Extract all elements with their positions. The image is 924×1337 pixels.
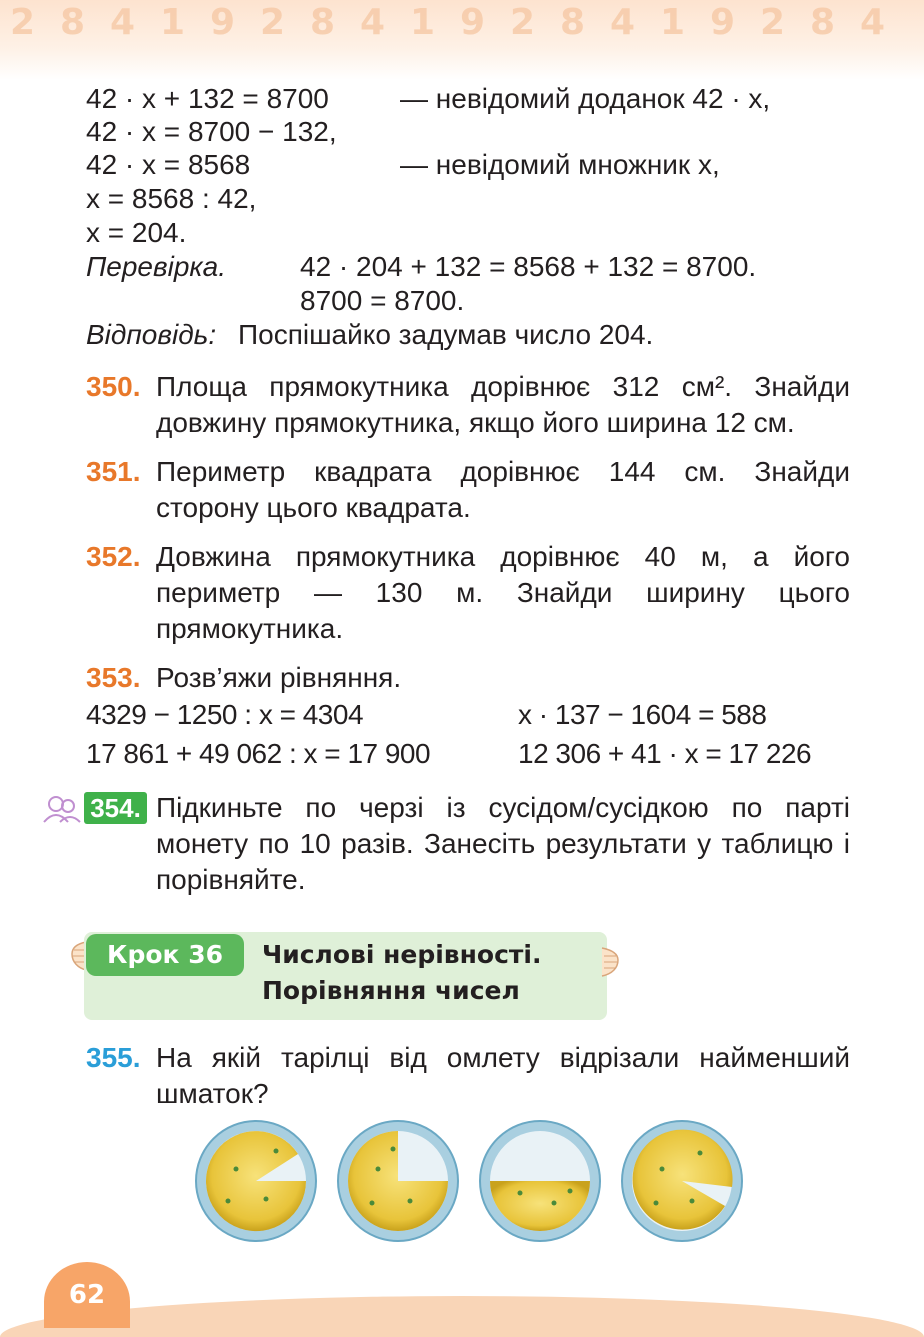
equation-1: 4329 − 1250 : x = 4304 <box>86 699 364 730</box>
solution-line-3: 42 · x = 8568 <box>86 149 251 180</box>
solution-line-4: x = 8568 : 42, <box>86 183 257 214</box>
equation-4: 12 306 + 41 · x = 17 226 <box>518 738 812 769</box>
solution-line-1: 42 · x + 132 = 8700 <box>86 83 329 114</box>
task-353-text: Розв’яжи рівняння. <box>156 662 402 693</box>
footer-decoration <box>0 1296 924 1337</box>
task-352-number: 352. <box>86 541 141 572</box>
solution-line-2: 42 · x = 8700 − 132, <box>86 116 337 147</box>
task-355-number: 355. <box>86 1042 141 1073</box>
task-350-text: Площа прямокутника дорівнює 312 см². Знайди довжину прямокутника, якщо його ширина 12 см. <box>156 371 850 438</box>
task-354-text: Підкиньте по черзі із сусідом/сусідкою по парті монету по 10 разів. Занесіть результати у таблицю і порівняйте. <box>156 792 850 895</box>
right-hand-icon <box>598 944 624 978</box>
plate-2 <box>338 1121 458 1241</box>
task-351-text: Периметр квадрата дорівнює 144 см. Знайди сторону цього квадрата. <box>156 456 850 523</box>
task-350-number: 350. <box>86 371 141 402</box>
pair-work-icon <box>40 794 84 824</box>
plate-1 <box>196 1121 316 1241</box>
step-title-line-1: Числові нерівності. <box>262 940 542 969</box>
header-decoration: 2 8 4 1 9 2 8 4 1 9 2 8 4 1 9 2 8 4 <box>0 0 924 80</box>
solution-note-1: — невідомий доданок 42 · x, <box>400 83 771 114</box>
task-354-number: 354. <box>84 792 147 824</box>
task-355-text: На якій тарілці від омлету відрізали найменший шматок? <box>156 1042 850 1109</box>
solution-line-5: x = 204. <box>86 217 187 248</box>
solution-note-3: — невідомий множник x, <box>400 149 720 180</box>
answer-text: Поспішайко задумав число 204. <box>238 319 654 350</box>
omelette-plates-illustration <box>186 1120 756 1242</box>
task-352-text: Довжина прямокутника дорівнює 40 м, а його периметр — 130 м. Знайди ширину цього прямокутника. <box>156 541 850 644</box>
plate-4 <box>622 1121 742 1241</box>
check-label: Перевірка. <box>86 251 226 282</box>
step-title-line-2: Порівняння чисел <box>262 976 520 1005</box>
plate-3 <box>480 1121 600 1241</box>
check-line-1: 42 · 204 + 132 = 8568 + 132 = 8700. <box>300 251 757 282</box>
task-353-number: 353. <box>86 662 141 693</box>
equation-3: 17 861 + 49 062 : x = 17 900 <box>86 738 431 769</box>
check-line-2: 8700 = 8700. <box>300 285 465 316</box>
step-label: Крок 36 <box>86 934 244 976</box>
task-351-number: 351. <box>86 456 141 487</box>
equation-2: x · 137 − 1604 = 588 <box>518 699 767 730</box>
page-number: 62 <box>44 1262 130 1328</box>
answer-label: Відповідь: <box>86 319 217 350</box>
